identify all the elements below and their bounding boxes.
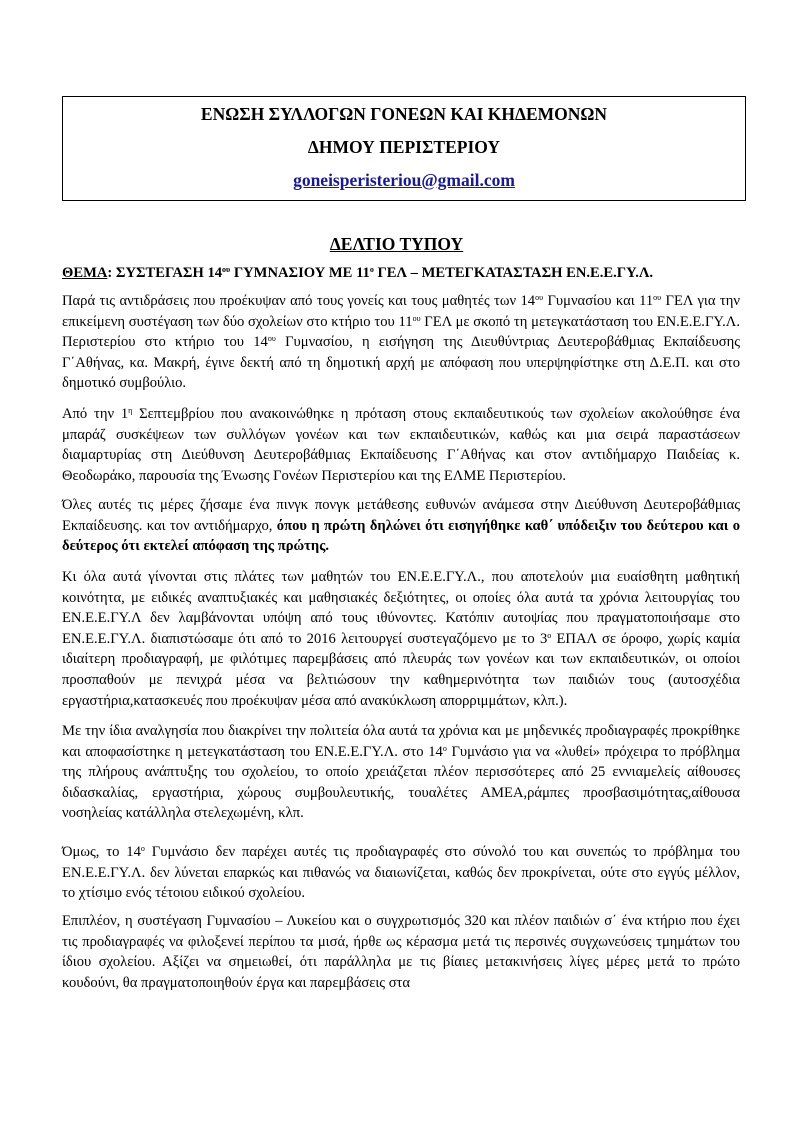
text: Γυμνασίου και 11: [543, 293, 654, 309]
text: Όλες αυτές τις μέρες ζήσαμε ένα πινγκ πονγκ μετάθεσης ευθυνών ανάμεσα στην Διεύθυνση Δευτεροβάθμιας Εκπαίδευσης. και τον αντιδήμαρχο,: [62, 497, 740, 534]
ordinal-sup: ου: [412, 313, 421, 323]
email-line: [63, 170, 745, 190]
text: Από την 1: [62, 406, 129, 422]
ordinal-sup: η: [128, 406, 133, 415]
organization-name: ΕΝΩΣΗ ΣΥΛΛΟΓΩΝ ΓΟΝΕΩΝ ΚΑΙ ΚΗΔΕΜΟΝΩΝ: [200, 104, 608, 124]
subject-text-1: ΣΥΣΤΕΓΑΣΗ 14: [115, 265, 223, 281]
municipality-name: ΔΗΜΟΥ ΠΕΡΙΣΤΕΡΙΟΥ: [307, 137, 501, 157]
subject-line: [62, 264, 752, 282]
paragraph-6: [62, 842, 740, 904]
ordinal-sup: ου: [653, 293, 662, 302]
text: Γυμνάσιο δεν παρέχει αυτές τις προδιαγραφές στο σύνολό του και συνεπώς το πρόβλημα του ΕΝ.Ε.Ε.ΓΥ.Λ. δεν λύνεται επαρκώς και πιθανώς να διαιωνίζεται, καθώς δεν προκρίνεται, ούτε στο εγγύς μέλλον, το χτίσιμο ενός τέτοιου ειδικού σχολείου.: [62, 844, 740, 902]
text: ΓΕΛ με σκοπό τη μετεγκατάσταση του ΕΝ.Ε.Ε.ΓΥ.Λ. Περιστερίου στο κτήριο του 14: [62, 313, 740, 351]
document-title: ΔΕΛΤΙΟ ΤΥΠΟΥ: [329, 234, 464, 254]
ordinal-sup: ο: [140, 844, 145, 853]
text: Κι όλα αυτά γίνονται στις πλάτες των μαθητών του ΕΝ.Ε.Ε.ΓΥ.Λ., που αποτελούν μια ευαίσθητη μαθητική κοινότητα, με ειδικές αναπτυξιακές και μαθησιακές δεξιότητες, οι οποίες όλα αυτά τα χρόνια λειτουργίας του ΕΝ.Ε.Ε.ΓΥ.Λ δεν λαμβάνονται υπόψη από τους ιθύνοντες. Κατόπιν αυτοψίας που πραγματοποιήσαμε στο ΕΝ.Ε.Ε.ΓΥ.Λ. διαπιστώσαμε ότι από το 2016 λειτουργεί συστεγαζόμενο με το 3: [62, 569, 740, 647]
paragraph-5: [62, 721, 740, 824]
text: ΓΕΛ για την επικείμενη συστέγαση των δύο σχολείων στο κτήριο του 11: [62, 293, 740, 330]
subject-text-2: ΓΥΜΝΑΣΙΟΥ ΜΕ 11: [230, 265, 370, 281]
paragraph-2: [62, 404, 740, 486]
text: Γυμνάσιο για να «λυθεί» πρόχειρα το πρόβλημα της πλήρους ανάπτυξης του σχολείου, το οποίο χρειάζεται πλέον περισσότερες από 25 εννιαμελείς αίθουσες διδασκαλίας, εργαστήρια, χώρους συμβουλευτικής, τουαλέτες ΑΜΕΑ,ράμπες προσβασιμότητας,αίθουσα νοσηλείας κατάλληλα στελεχωμένη, κλπ.: [62, 743, 740, 822]
paragraph-1: [62, 291, 740, 394]
paragraph-3: [62, 495, 740, 557]
email-link[interactable]: goneisperisteriou@gmail.com: [293, 170, 515, 190]
ordinal-sup: ο: [442, 743, 447, 753]
ordinal-sup: ου: [267, 334, 276, 344]
subject-sup-1: ου: [222, 265, 231, 274]
ordinal-sup: ο: [547, 630, 552, 640]
paragraph-4: [62, 567, 740, 711]
text: Με την ίδια αναλγησία που διακρίνει την πολιτεία όλα αυτά τα χρόνια και με μηδενικές προδιαγραφές προκρίθηκε και αποφασίστηκε η μετεγκατάσταση του ΕΝ.Ε.Ε.ΓΥ.Λ. στο 14: [62, 723, 740, 760]
ordinal-sup: ου: [535, 293, 544, 302]
subject-label: ΘΕΜΑ: [62, 265, 108, 281]
text: Γυμνασίου, η εισήγηση της Διευθύντριας Δευτεροβάθμιας Εκπαίδευσης Γ΄Αθήνας, κα. Μακρή, έγινε δεκτή από τη δημοτική αρχή με απόφαση που υπερψηφίστηκε στη Δ.Ε.Π. και στο δημοτικό συμβούλιο.: [62, 334, 740, 392]
paragraph-7: [62, 911, 740, 993]
subject-colon: :: [107, 265, 116, 281]
bold-text: όπου η πρώτη δηλώνει ότι εισηγήθηκε καθ΄ υπόδειξιν του δεύτερου και ο δεύτερος ότι εκτελεί απόφαση της πρώτης.: [62, 517, 740, 555]
text: ΕΠΑΛ σε όροφο, χωρίς καμία ιδιαίτερη προδιαγραφή, με φιλότιμες παρεμβάσεις από πλευράς των γονέων και των εκπαιδευτικών, οι οποίοι προσπαθούν με πενιχρά μέσα να βελτιώσουν την καθημερινότητα των παιδιών τους (αυτοσχέδια εργαστήρια,κατασκευές που προέκυψαν μέσα από ανακύκλωση απορριμμάτων, κλπ.).: [62, 630, 740, 709]
text: Όμως, το 14: [62, 844, 141, 860]
text: Παρά τις αντιδράσεις που προέκυψαν από τους γονείς και τους μαθητές των 14: [62, 293, 536, 309]
text: Επιπλέον, η συστέγαση Γυμνασίου – Λυκείου και ο συγχρωτισμός 320 και πλέον παιδιών σ΄ ένα κτήριο που έχει τις προδιαγραφές να φιλοξενεί περίπου τα μισά, ήρθε ως κέρασμα μετά τις περσινές συγχωνεύσεις τμημάτων του ίδιου σχολείου. Αξίζει να σημειωθεί, ότι παράλληλα με τις βίαιες μετακινήσεις λίγες μέρες μετά το πρώτο κουδούνι, θα πραγματοποιηθούν έργα και παρεμβάσεις στα: [62, 913, 740, 991]
letterhead-box: [62, 96, 746, 201]
subject-text-3: ΓΕΛ – ΜΕΤΕΓΚΑΤΑΣΤΑΣΗ ΕΝ.Ε.Ε.ΓΥ.Λ.: [373, 265, 654, 281]
text: Σεπτεμβρίου που ανακοινώθηκε η πρόταση στους εκπαιδευτικούς των σχολείων ακολούθησε ένα μπαράζ συσκέψεων των συλλόγων γονέων και των εκπαιδευτικών, καθώς και μια σειρά παραστάσεων διαμαρτυρίας στη Διεύθυνση Δευτεροβάθμιας Εκπαίδευσης Γ΄Αθήνας και στον αντιδήμαρχο Παιδείας κ. Θεοδωράκο, παρουσία της Ένωσης Γονέων Περιστερίου και της ΕΛΜΕ Περιστερίου.: [62, 406, 740, 484]
subject-sup-2: ο: [369, 265, 374, 274]
